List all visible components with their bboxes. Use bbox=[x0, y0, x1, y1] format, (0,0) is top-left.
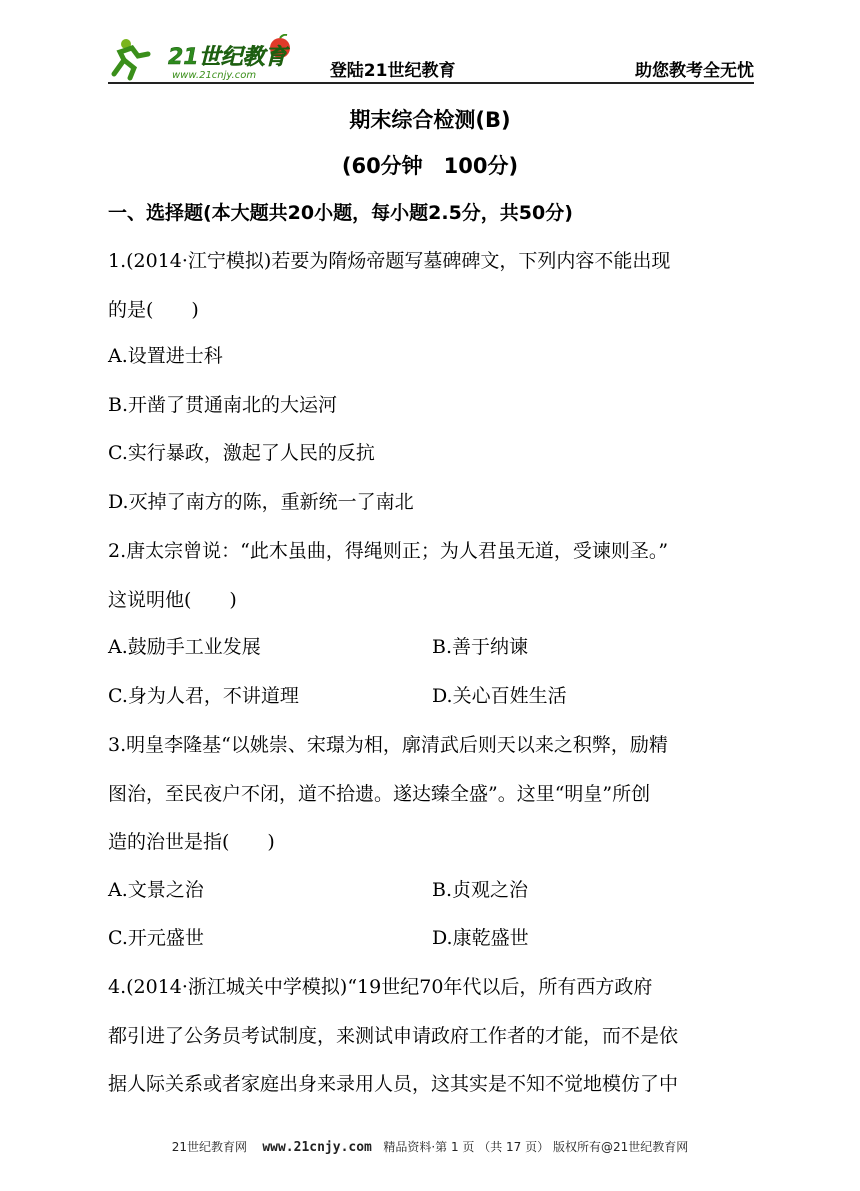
question-3 bbox=[108, 721, 756, 867]
question-3-line-1: 3.明皇李隆基“以姚崇、宋璟为相，廓清武后则天以来之积弊，励精 bbox=[108, 734, 668, 756]
question-4 bbox=[108, 963, 756, 1109]
footer-brand: 21世纪教育网 bbox=[171, 1140, 248, 1154]
question-2-option-d: D.关心百姓生活 bbox=[432, 685, 567, 707]
question-3-line-3: 造的治世是指( ) bbox=[108, 831, 275, 853]
question-3-option-b: B.贞观之治 bbox=[432, 879, 529, 901]
runner-icon bbox=[114, 39, 148, 78]
question-3-option-c: C.开元盛世 bbox=[108, 927, 204, 949]
page-title: 期末综合检测(B) bbox=[349, 108, 511, 132]
question-2-line-1: 2.唐太宗曾说：“此木虽曲，得绳则正；为人君虽无道，受谏则圣。” bbox=[108, 540, 669, 562]
question-4-line-1: 4.(2014·浙江城关中学模拟)“19世纪70年代以后，所有西方政府 bbox=[108, 976, 653, 998]
logo-text: 21世纪教育 bbox=[168, 45, 287, 70]
question-1-option-b: B.开凿了贯通南北的大运河 bbox=[108, 394, 338, 416]
page-subtitle: (60分钟 100分) bbox=[341, 154, 519, 178]
question-1-option-a: A.设置进士科 bbox=[108, 345, 223, 367]
question-1 bbox=[108, 237, 756, 334]
slogan-right: 助您教考全无忧 bbox=[635, 61, 754, 81]
question-1-line-2: 的是( ) bbox=[108, 298, 199, 321]
question-3-option-d: D.康乾盛世 bbox=[432, 927, 529, 949]
question-3-line-2: 图治，至民夜户不闭，道不拾遗。遂达臻全盛”。这里“明皇”所创 bbox=[108, 782, 651, 805]
question-2-line-2: 这说明他( ) bbox=[108, 588, 237, 611]
question-2-option-c: C.身为人君，不讲道理 bbox=[108, 685, 299, 707]
question-1-option-d: D.灭掉了南方的陈，重新统一了南北 bbox=[108, 491, 414, 513]
footer-page-info: 精品资料·第 1 页 （共 17 页） 版权所有@21世纪教育网 bbox=[383, 1140, 689, 1154]
question-1-option-c: C.实行暴政，激起了人民的反抗 bbox=[108, 442, 375, 464]
page-footer bbox=[0, 1138, 860, 1155]
question-4-line-3: 据人际关系或者家庭出身来录用人员，这其实是不知不觉地模仿了中 bbox=[108, 1073, 679, 1095]
question-4-line-2: 都引进了公务员考试制度，来测试申请政府工作者的才能，而不是依 bbox=[108, 1024, 679, 1047]
header-slogan bbox=[330, 56, 754, 81]
question-3-option-a: A.文景之治 bbox=[108, 879, 204, 901]
footer-site-link[interactable]: www.21cnjy.com bbox=[262, 1140, 372, 1155]
header-divider bbox=[108, 82, 754, 84]
question-2-option-a: A.鼓励手工业发展 bbox=[108, 636, 261, 658]
slogan-left: 登陆21世纪教育 bbox=[329, 61, 456, 81]
section-heading: 一、选择题(本大题共20小题，每小题2.5分，共50分) bbox=[108, 202, 573, 224]
logo-url: www.21cnjy.com bbox=[172, 70, 257, 81]
question-2-option-b: B.善于纳谏 bbox=[432, 636, 529, 658]
question-2 bbox=[108, 527, 756, 624]
21cnjy-logo bbox=[108, 34, 308, 82]
question-1-line-1: 1.(2014·江宁模拟)若要为隋炀帝题写墓碑碑文，下列内容不能出现 bbox=[108, 250, 671, 272]
